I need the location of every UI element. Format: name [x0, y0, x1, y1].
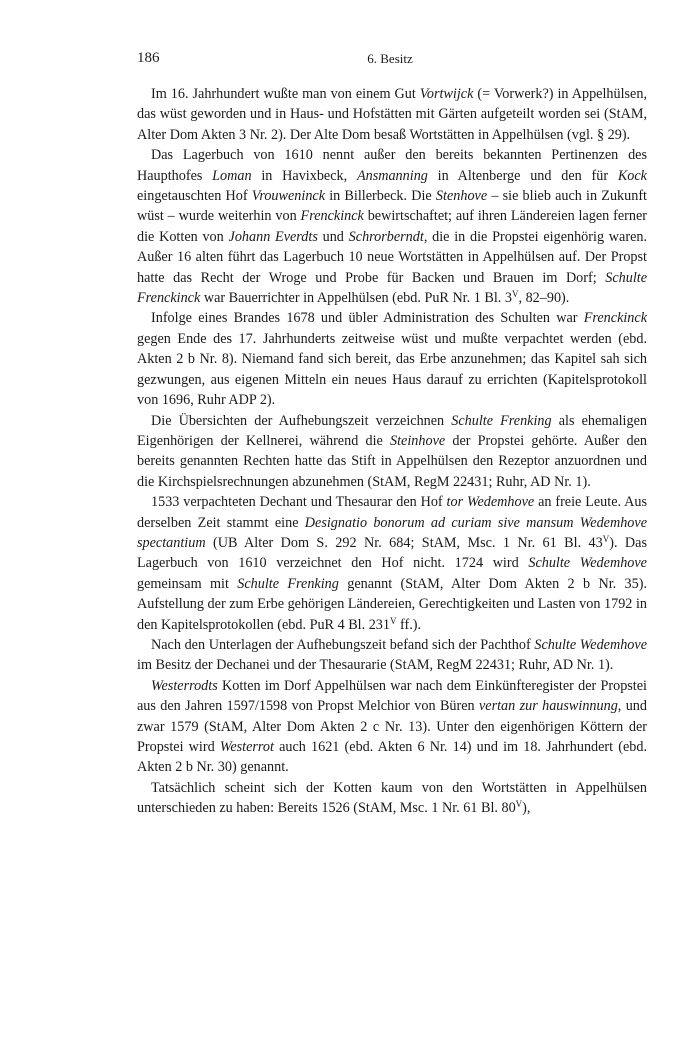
italic-term: Westerrot [219, 739, 274, 755]
text-run: – sie blieb auch in Zukunft wüst – wurde weiterhin von [137, 188, 647, 225]
paragraph [137, 84, 647, 145]
text-run: und [317, 228, 349, 245]
text-run: Kotten im Dorf Appelhülsen war nach dem Einkünfteregister der Propstei aus den Jahren 1597/1598 von Propst Melchior von Büren [137, 677, 647, 715]
superscript: V [511, 289, 519, 300]
page-number: 186 [137, 50, 160, 66]
paragraph [137, 145, 647, 308]
paragraph [137, 411, 647, 493]
paragraph [137, 308, 647, 410]
italic-term: vertan zur hauswinnung [478, 698, 618, 715]
text-run: eingetauschten Hof [137, 188, 252, 205]
text-run: Nach den Unterlagen der Aufhebungszeit befand sich der Pachthof [151, 636, 535, 653]
text-run: genannt (StAM, Alter Dom Akten 2 b Nr. 35). Aufstellung der zum Erbe gehörigen Ländereien, Gerechtigkeiten und Lasten von 1792 in den Kapitelsprotokollen (ebd. PuR 4 Bl. 231 [137, 575, 647, 633]
body-text [137, 84, 647, 819]
italic-term: Ansmanning [356, 167, 428, 184]
text-run: bewirtschaftet; auf ihren Ländereien lagen ferner die Kotten von [137, 208, 647, 245]
italic-term: Frenckinck [583, 310, 647, 327]
italic-term: Schrorberndt [348, 228, 424, 245]
text-run: gemeinsam mit [137, 575, 238, 592]
italic-term: Schulte Wedemhove [528, 555, 647, 572]
italic-term: tor Wedemhove [446, 494, 535, 511]
italic-term: Stenhove [435, 188, 488, 205]
text-run: Tatsächlich scheint sich der Kotten kaum von den Wortstätten in Appelhülsen unterschieden zu haben: Bereits 1526 (StAM, Msc. 1 Nr. 61 Bl. 80 [137, 779, 647, 817]
text-run: als ehemaligen Eigenhörigen der Kellnerei, während die [137, 412, 647, 449]
text-run: auch 1621 (ebd. Akten 6 Nr. 14) und im 18. Jahrhundert (ebd. Akten 2 b Nr. 30) genannt. [137, 739, 647, 776]
text-run: in Billerbeck. Die [325, 188, 436, 205]
italic-term: Schulte Wedemhove [534, 636, 647, 653]
italic-term: Vortwijck [419, 86, 474, 102]
italic-term: Steinhove [390, 432, 446, 449]
text-run: 1533 verpachteten Dechant und Thesaurar den Hof [151, 494, 447, 511]
text-run: an freie Leute. Aus derselben Zeit stammt eine [137, 494, 647, 531]
superscript: V [390, 615, 397, 626]
running-head: 6. Besitz [367, 51, 413, 66]
text-run: Infolge eines Brandes 1678 und übler Administration des Schulten war [151, 310, 584, 327]
text-run: der Propstei gehörte. Außer den bereits genannten Rechten hatte das Stift in Appelhülsen den Rezeptor anzuordnen und die Kirchspielsrechnungen abzunehmen (StAM, RegM 22431; Ruhr, AD Nr. 1). [137, 432, 647, 490]
superscript: V [515, 799, 523, 810]
italic-term: Schulte Frenckinck [137, 269, 647, 307]
text-run: Die Übersichten der Aufhebungszeit verzeichnen [151, 412, 452, 429]
text-run: ), [522, 800, 531, 817]
text-run: Im 16. Jahrhundert wußte man von einem Gut [151, 86, 420, 102]
italic-term: Johann Everdts [228, 228, 318, 245]
text-run: Das Lagerbuch von 1610 nennt außer den bereits bekannten Pertinenzen des Haupthofes [137, 147, 647, 184]
paragraph [137, 492, 647, 635]
italic-term: Westerrodts [151, 677, 218, 694]
text-run: gegen Ende des 17. Jahrhunderts zeitweise wüst und mußte verpachtet werden (ebd. Akten 2 b Nr. 8). Niemand fand sich bereit, das Erbe anzunehmen; das Kapitel sah sich gezwungen, aus eigenen Mitteln ein neues Haus darauf zu errichten (Kapitelsprotokoll von 1696, Ruhr ADP 2). [137, 330, 647, 409]
italic-term: Designatio bonorum ad curiam sive mansum Wedemhove spectantium [137, 514, 647, 551]
italic-term: Schulte Frenking [237, 575, 339, 592]
text-run: in Altenberge und den für [427, 167, 618, 184]
text-run: , die in die Propstei eigenhörig waren. Außer 16 alten führt das Lagerbuch 10 neue Wortstätten in Appelhülsen auf. Der Propst hatte das Recht der Wroge und Probe für Backen und Brauen im Dorf; [137, 228, 648, 286]
paragraph [137, 778, 647, 819]
text-run: ff.). [396, 616, 422, 633]
italic-term: Loman [212, 167, 252, 184]
text-run: im Besitz der Dechanei und der Thesaurarie (StAM, RegM 22431; Ruhr, AD Nr. 1). [137, 657, 614, 674]
text-run: in Havixbeck, [251, 167, 357, 184]
paragraph [137, 635, 647, 676]
paragraph [137, 676, 647, 778]
text-run: , und zwar 1579 (StAM, Alter Dom Akten 2 c Nr. 13). Unter den eigenhörigen Köttern der Propstei wird [137, 698, 647, 755]
italic-term: Schulte Frenking [451, 412, 552, 429]
italic-term: Vrouweninck [251, 188, 326, 205]
text-run: war Bauerrichter in Appelhülsen (ebd. PuR Nr. 1 Bl. 3 [200, 290, 512, 307]
italic-term: Frenckinck [300, 208, 364, 225]
italic-term: Kock [617, 167, 647, 184]
text-run: , 82–90). [518, 290, 570, 307]
text-run: (= Vorwerk?) in Appelhülsen, das wüst geworden und in Haus- und Hofstätten mit Gärten aufgeteilt worden sei (StAM, Alter Dom Akten 3 Nr. 2). Der Alte Dom besaß Wortstätten in Appelhülsen (vgl. § 29). [137, 86, 647, 143]
superscript: V [602, 533, 610, 544]
text-run: ). Das Lagerbuch von 1610 verzeichnet den Hof nicht. 1724 wird [137, 534, 647, 572]
text-run: (UB Alter Dom S. 292 Nr. 684; StAM, Msc. 1 Nr. 61 Bl. 43 [205, 534, 603, 551]
